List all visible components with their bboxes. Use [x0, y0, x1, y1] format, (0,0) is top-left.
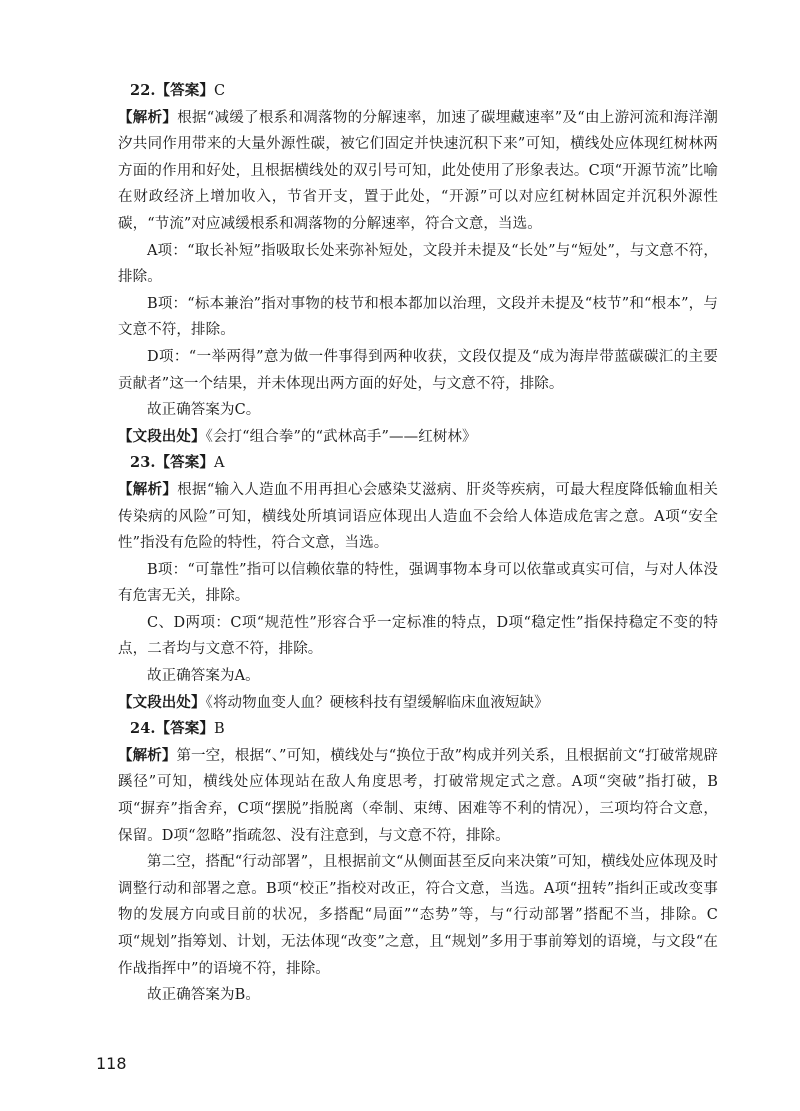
- q22-option-a: A项：“取长补短”指吸取长处来弥补短处，文段并未提及“长处”与“短处”，与文意不符，排除。: [118, 242, 718, 286]
- q24-answer-label: 【答案】: [155, 720, 214, 738]
- q23-source: [118, 690, 718, 717]
- q22-analysis-text: 根据“减缓了根系和凋落物的分解速率，加速了碳埋藏速率”及“由上游河流和海洋潮汐共同作用带来的大量外源性碳，被它们固定并快速沉积下来”可知，横线处应体现红树林两方面的作用和好处，且根据横线处的双引号可知，此处使用了形象表达。C项“开源节流”比喻在财政经济上增加收入，节省开支，置于此处，“开源”可以对应红树林固定并沉积外源性碳，“节流”对应减缓根系和凋落物的分解速率，符合文意，当选。: [118, 109, 718, 232]
- q22-conclusion: 故正确答案为C。: [147, 402, 261, 419]
- q24-answer-value: B: [213, 721, 225, 738]
- q23-option-cd: C、D两项：C项“规范性”形容合乎一定标准的特点，D项“稳定性”指保持稳定不变的特点，二者均与文意不符，排除。: [118, 614, 718, 658]
- q23-answer-value: A: [213, 455, 225, 472]
- q24-number: 24.: [130, 720, 156, 738]
- q22-answer-label: 【答案】: [155, 82, 214, 99]
- q22-answer-line: [130, 78, 718, 105]
- page-number: 118: [96, 1054, 127, 1073]
- q22-analysis-label: 【解析】: [118, 108, 178, 126]
- q23-option-b: B项：“可靠性”指可以信赖依靠的特性，强调事物本身可以依靠或真实可信，与对人体没有危害无关，排除。: [118, 561, 718, 605]
- q24-answer-line: [130, 716, 718, 743]
- q23-answer-label: 【答案】: [155, 454, 214, 472]
- q22-option-d: D项：“一举两得”意为做一件事得到两种收获，文段仅提及“成为海岸带蓝碳碳汇的主要贡献者”这一个结果，并未体现出两方面的好处，与文意不符，排除。: [118, 348, 718, 392]
- q23-answer-line: [130, 450, 718, 477]
- q22-analysis: [118, 105, 718, 238]
- q22-source: [118, 424, 718, 451]
- q23-source-title: 《将动物血变人血？硬核科技有望缓解临床血液短缺》: [205, 694, 549, 711]
- q24-analysis: [118, 743, 718, 849]
- q23-analysis-label: 【解析】: [118, 480, 178, 498]
- q22-source-label: 【文段出处】: [118, 427, 206, 445]
- q24-second-blank: 第二空，搭配“行动部署”，且根据前文“从侧面甚至反向来决策”可知，横线处应体现及时调整行动和部署之意。B项“校正”指校对改正，符合文意，当选。A项“扭转”指纠正或改变事物的发展方向或目前的状况，多搭配“局面”“态势”等，与“行动部署”搭配不当，排除。C项“规划”指筹划、计划，无法体现“改变”之意，且“规划”多用于事前筹划的语境，与文段“在作战指挥中”的语境不符，排除。: [118, 854, 718, 977]
- q24-analysis-label: 【解析】: [118, 746, 177, 764]
- q23-source-label: 【文段出处】: [118, 693, 206, 711]
- q22-option-b: B项：“标本兼治”指对事物的枝节和根本都加以治理，文段并未提及“枝节”和“根本”，与文意不符，排除。: [118, 295, 718, 339]
- answer-page: [118, 78, 718, 1009]
- q24-analysis-text: 第一空，根据“、”可知，横线处与“换位于敌”构成并列关系，且根据前文“打破常规辟蹊径”可知，横线处应体现站在敌人角度思考，打破常规定式之意。A项“突破”指打破，B项“摒弃”指舍弃，C项“摆脱”指脱离（牵制、束缚、困难等不利的情况），三项均符合文意，保留。D项“忽略”指疏忽、没有注意到，与文意不符，排除。: [118, 747, 719, 844]
- q23-analysis-text: 根据“输入人造血不用再担心会感染艾滋病、肝炎等疾病，可最大程度降低输血相关传染病的风险”可知，横线处所填词语应体现出人造血不会给人体造成危害之意。A项“安全性”指没有危险的特性，符合文意，当选。: [118, 481, 718, 552]
- q23-conclusion: 故正确答案为A。: [147, 668, 260, 685]
- q24-conclusion: 故正确答案为B。: [147, 987, 260, 1004]
- q22-source-title: 《会打“组合拳”的“武林高手”——红树林》: [205, 428, 477, 445]
- q23-analysis: [118, 477, 718, 557]
- q23-number: 23.: [130, 454, 156, 472]
- q22-number: 22.: [130, 82, 156, 99]
- q22-answer-value: C: [213, 83, 226, 99]
